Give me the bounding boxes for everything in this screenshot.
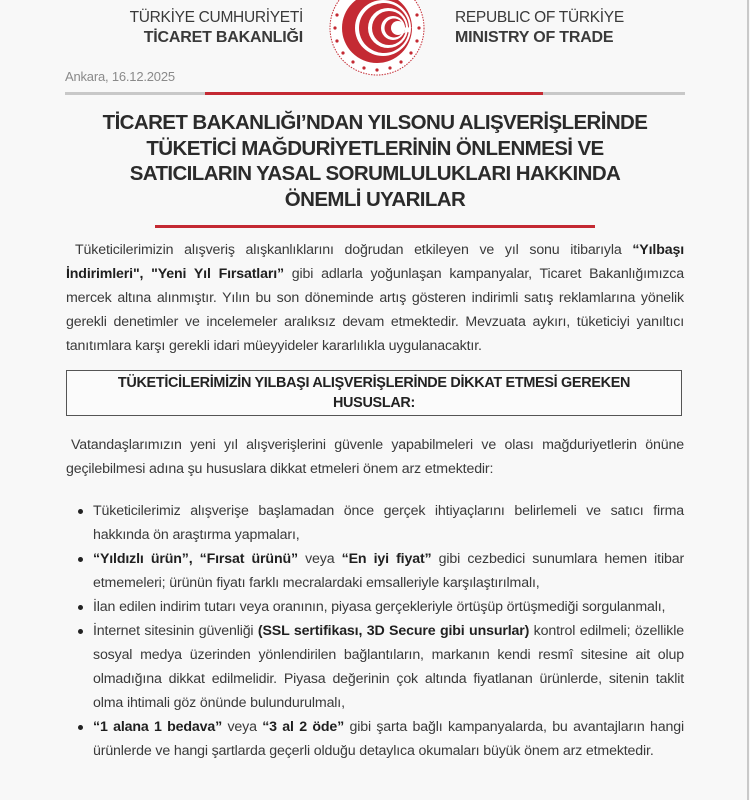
bullet-icon: [78, 725, 83, 730]
title-underline: [155, 225, 595, 228]
list-item-text: veya: [297, 551, 342, 567]
intro-text-rest: gibi adlarla yoğunlaşan kampanyalar, Ticaret Bakanlığımızca mercek altına alınmıştır. Yılın bu son döneminde artış gösteren indirimli satış reklamlarına yönelik gerekli denetimler ve incelemeler aralıksız devam etmektedir. Mevzuata aykırı, tüketiciyi yanıltıcı tanıtımlara karşı gerekli idari müeyyideler kararlılıkla uygulanacaktır.: [66, 266, 684, 354]
section-heading-line: TÜKETİCİLERİMİZİN YILBAŞI ALIŞVERİŞLERİNDE DİKKAT ETMESİ GEREKEN: [117, 375, 631, 391]
list-item-bold: (SSL sertifikası, 3D Secure gibi unsurlar): [257, 623, 530, 639]
title-line: ÖNEMLİ UYARILAR: [284, 187, 466, 211]
header-country-tr: TÜRKİYE CUMHURİYETİ: [129, 9, 303, 26]
bullet-icon: [78, 605, 83, 610]
list-item: [93, 619, 684, 715]
header-left-block: [130, 8, 303, 48]
list-item-text: veya: [222, 719, 263, 735]
bullet-icon: [78, 509, 83, 514]
header-rule-red: [205, 92, 543, 95]
list-item-bold: “1 alana 1 bedava”: [93, 719, 223, 735]
list-item-bold: “En iyi fiyat”: [341, 551, 432, 567]
document-date: Ankara, 16.12.2025: [65, 69, 175, 84]
section-heading-box: [66, 370, 682, 416]
title-line: TİCARET BAKANLIĞI’NDAN YILSONU ALIŞVERİŞLERİNDE: [102, 111, 648, 134]
list-item-text: gibi cezbedici sunumlara hemen itibar etmemeleri; ürünün fiyatı farklı mecralardaki emsalleriyle karşılaştırılmalı,: [93, 551, 685, 591]
header-right-block: [455, 8, 624, 48]
section-heading: [67, 371, 681, 413]
section-heading-line: HUSUSLAR:: [332, 395, 416, 411]
intro-paragraph: [66, 238, 684, 358]
header-ministry-en: MINISTRY OF TRADE: [455, 29, 614, 46]
list-item: [93, 499, 684, 547]
list-item: [93, 715, 684, 763]
list-item-text: Tüketicilerimiz alışverişe başlamadan önce gerçek ihtiyaçlarını belirlemeli ve satıcı firma hakkında ön araştırma yapmaları,: [93, 503, 684, 543]
header-country-en: REPUBLIC OF TÜRKİYE: [455, 9, 624, 26]
bullet-icon: [78, 557, 83, 562]
lead-paragraph: Vatandaşlarımızın yeni yıl alışverişlerini güvenle yapabilmeleri ve olası mağduriyetlerin önüne geçilebilmesi adına şu hususlara dikkat etmeleri önem arz etmektedir:: [66, 437, 684, 477]
intro-bold-text: “Yılbaşı İndirimleri", "Yeni Yıl Fırsatları”: [66, 242, 684, 282]
list-item-text: gibi şarta bağlı kampanyalarda, bu avantajların hangi ürünlerde ve hangi şartlarda geçerli olduğu detaylıca okumaları büyük önem arz etmektedir.: [93, 719, 684, 759]
list-item-text: kontrol edilmeli; özellikle sosyal medya üzerinden yönlendirilen bağlantıların, markanın kendi resmî sitesine ait olup olmadığına dikkat edilmelidir. Piyasa değerinin çok altında fiyatlanan ürünlerde, sitenin taklit olma ihtimali göz önünde bulundurulmalı,: [93, 623, 684, 711]
header-rule: [65, 92, 685, 95]
list-item-bold: “3 al 2 öde”: [262, 719, 345, 735]
title-line: SATICILARIN YASAL SORUMLULUKLARI HAKKINDA: [129, 162, 621, 185]
page-edge-divider: [747, 0, 749, 800]
list-item: [93, 547, 684, 595]
ministry-emblem-icon: [327, 0, 427, 78]
header-rule-gray-right: [543, 92, 685, 95]
bullet-icon: [78, 629, 83, 634]
header-ministry-tr: TİCARET BAKANLIĞI: [143, 29, 303, 46]
advice-list: [93, 499, 684, 763]
list-item-text: İlan edilen indirim tutarı veya oranının, piyasa gerçekleriyle örtüşüp örtüşmediği sorgulanmalı,: [93, 599, 666, 615]
list-item-text: İnternet sitesinin güvenliği: [93, 623, 258, 639]
header-rule-gray-left: [65, 92, 205, 95]
page-title: [60, 110, 690, 212]
list-item: [93, 595, 684, 619]
intro-text: Tüketicilerimizin alışveriş alışkanlıklarını doğrudan etkileyen ve yıl sonu itibarıyla: [75, 242, 633, 258]
list-item-bold: “Yıldızlı ürün”, “Fırsat ürünü”: [93, 551, 298, 567]
title-line: TÜKETİCİ MAĞDURİYETLERİNİN ÖNLENMESİ VE: [146, 136, 604, 160]
